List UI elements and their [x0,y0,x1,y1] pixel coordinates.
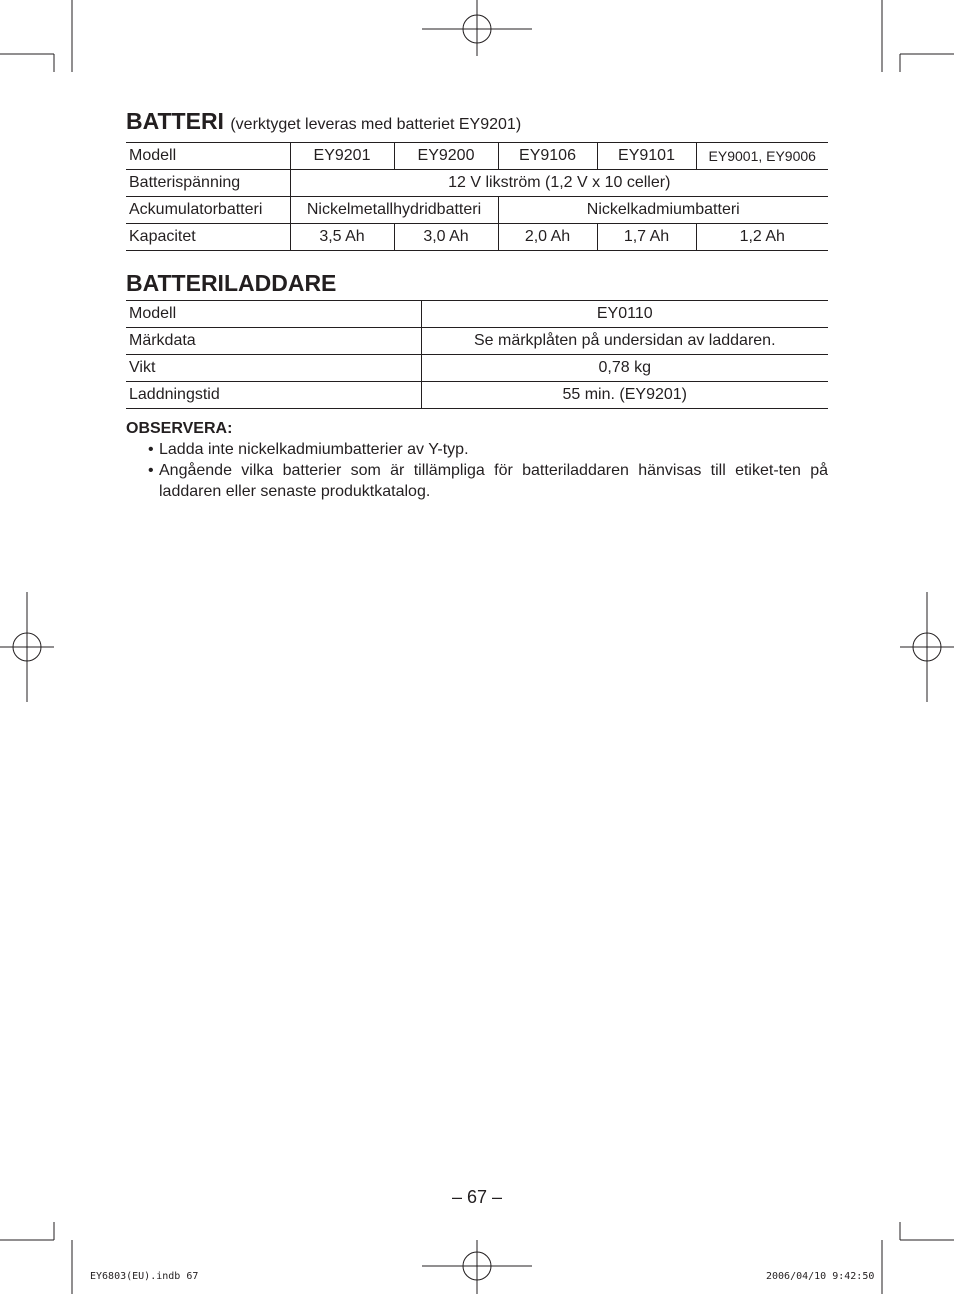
row-label: Märkdata [126,328,421,355]
table-row [126,355,828,382]
table-row [126,328,828,355]
table-cell: 3,5 Ah [290,224,394,251]
row-label: Modell [126,301,421,328]
bullet-icon: • [148,462,154,479]
table-cell: Nickelkadmiumbatteri [498,197,828,224]
row-label: Laddningstid [126,382,421,409]
table-cell: Se märkplåten på undersidan av laddaren. [421,328,828,355]
table-cell: 3,0 Ah [394,224,498,251]
main-content [126,107,828,502]
row-label: Ackumulatorbatteri [126,197,290,224]
note-text: Angående vilka batterier som är tillämpliga för batteriladdaren hänvisas till etiket-ten på laddaren eller senaste produktkatalog. [159,462,828,500]
battery-title: BATTERI [126,108,224,134]
table-row [126,382,828,409]
row-label: Kapacitet [126,224,290,251]
charger-table [126,300,828,409]
table-cell: EY9001, EY9006 [696,143,828,170]
table-row [126,301,828,328]
table-cell: 0,78 kg [421,355,828,382]
page-number: – 67 – [451,1187,503,1207]
table-row [126,170,828,197]
table-cell: EY9201 [290,143,394,170]
battery-heading [126,107,828,139]
table-cell: EY9200 [394,143,498,170]
table-row [126,143,828,170]
row-label: Batterispänning [126,170,290,197]
note-text: Ladda inte nickelkadmiumbatterier av Y-typ. [159,441,469,458]
slug-datetime: 2006/04/10 9:42:50 [766,1271,875,1282]
table-row [126,224,828,251]
table-cell: Nickelmetallhydridbatteri [290,197,498,224]
note-section [126,418,828,502]
table-cell: EY9106 [498,143,597,170]
row-label: Modell [126,143,290,170]
battery-table [126,142,828,251]
list-item [126,439,828,460]
battery-subtitle: (verktyget leveras med batteriet EY9201) [230,116,522,133]
table-cell: 1,2 Ah [696,224,828,251]
charger-heading: BATTERILADDARE [126,270,337,296]
table-row [126,197,828,224]
table-cell: 55 min. (EY9201) [421,382,828,409]
table-cell: 12 V likström (1,2 V x 10 celler) [290,170,828,197]
slug-file: EY6803(EU).indb 67 [90,1271,199,1282]
table-cell: EY0110 [421,301,828,328]
note-title: OBSERVERA: [126,420,233,437]
table-cell: EY9101 [597,143,696,170]
list-item [126,460,828,502]
bullet-icon: • [148,441,154,458]
row-label: Vikt [126,355,421,382]
table-cell: 2,0 Ah [498,224,597,251]
table-cell: 1,7 Ah [597,224,696,251]
